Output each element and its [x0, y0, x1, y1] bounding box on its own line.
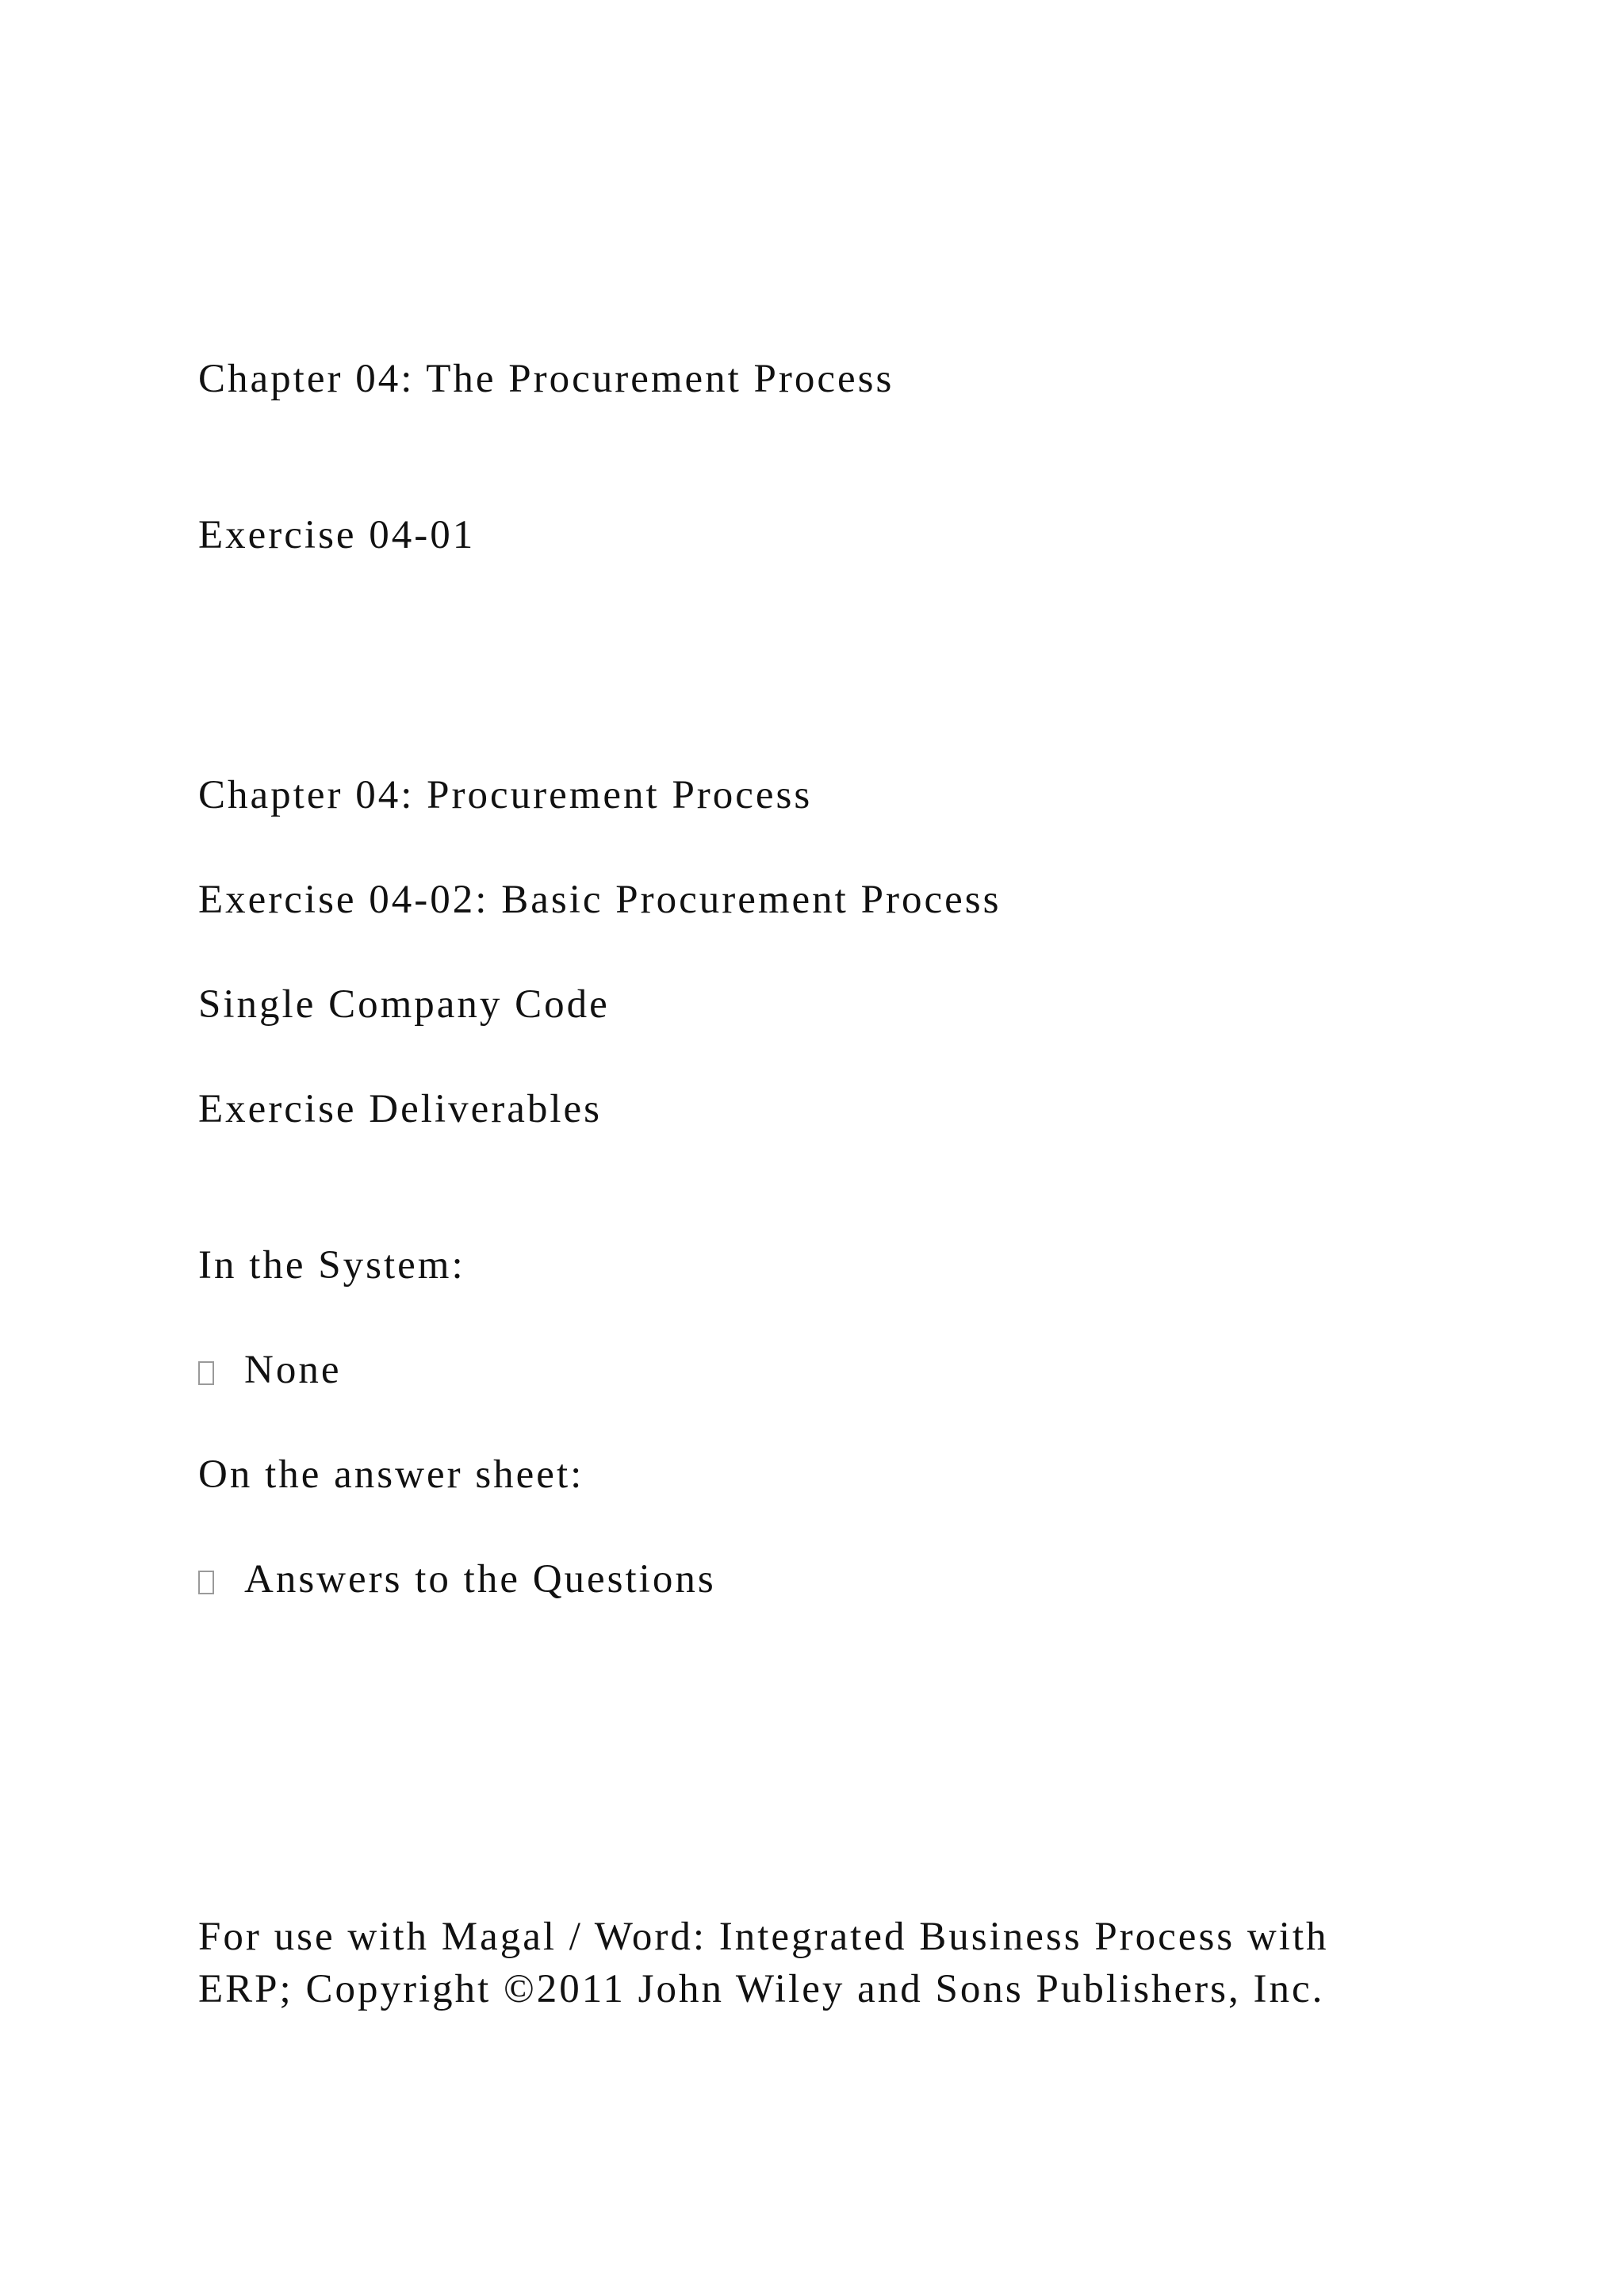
- company-code-label: Single Company Code: [198, 982, 610, 1027]
- system-item-text: None: [244, 1348, 342, 1392]
- exercise-number: Exercise 04-01: [198, 513, 476, 557]
- chapter-subtitle: Chapter 04: Procurement Process: [198, 773, 813, 817]
- exercise-title: Exercise 04-02: Basic Procurement Process: [198, 878, 1002, 922]
- answer-list-item: [198, 1554, 716, 1605]
- bullet-box-icon: [198, 1571, 214, 1594]
- deliverables-heading: Exercise Deliverables: [198, 1087, 603, 1131]
- answer-item-text: Answers to the Questions: [244, 1557, 716, 1601]
- copyright-footer: [198, 1911, 1329, 2015]
- footer-line: For use with Magal / Word: Integrated Business Process with: [198, 1915, 1329, 1959]
- bullet-box-icon: [198, 1361, 214, 1385]
- system-heading: In the System:: [198, 1243, 465, 1288]
- answer-sheet-heading: On the answer sheet:: [198, 1452, 584, 1497]
- system-list-item: [198, 1345, 341, 1395]
- chapter-title: Chapter 04: The Procurement Process: [198, 357, 894, 401]
- footer-line: ERP; Copyright ©2011 John Wiley and Sons Publishers, Inc.: [198, 1967, 1325, 2011]
